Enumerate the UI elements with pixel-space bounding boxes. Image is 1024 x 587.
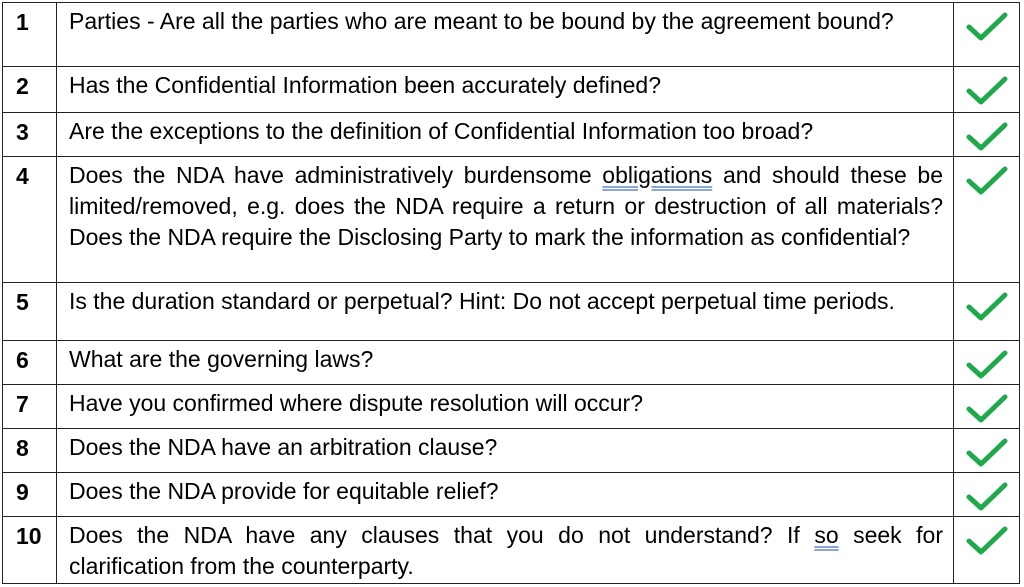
row-number: 1 — [3, 3, 57, 67]
row-question — [57, 283, 954, 341]
question-text: Parties - Are all the parties who are meant to be bound by the agreement bound? — [69, 8, 894, 34]
row-question — [57, 473, 954, 517]
checklist-row — [3, 283, 1020, 341]
checklist-row — [3, 473, 1020, 517]
checklist-row — [3, 157, 1020, 283]
row-question — [57, 385, 954, 429]
checklist-row — [3, 3, 1020, 67]
row-question — [57, 113, 954, 157]
checklist-row — [3, 429, 1020, 473]
row-question — [57, 3, 954, 67]
question-text: What are the governing laws? — [69, 346, 374, 372]
row-number: 5 — [3, 283, 57, 341]
checkmark-icon — [965, 437, 1009, 469]
question-text-underlined: so — [814, 522, 839, 548]
row-number: 3 — [3, 113, 57, 157]
question-text: Does the NDA have any clauses that you do not understand? If — [69, 522, 815, 548]
row-number: 7 — [3, 385, 57, 429]
checklist-row — [3, 341, 1020, 385]
checkmark-icon — [965, 291, 1009, 323]
checkmark-icon — [965, 349, 1009, 381]
checkmark-icon — [965, 75, 1009, 107]
row-check-cell — [954, 113, 1020, 157]
checkmark-icon — [965, 525, 1009, 557]
checkmark-icon — [965, 11, 1009, 43]
nda-checklist-table — [2, 2, 1020, 584]
checklist-row — [3, 67, 1020, 113]
question-text: Have you confirmed where dispute resolution will occur? — [69, 390, 644, 416]
question-text: Does the NDA have an arbitration clause? — [69, 434, 498, 460]
question-text: Has the Confidential Information been accurately defined? — [69, 72, 661, 98]
row-check-cell — [954, 429, 1020, 473]
checklist-row — [3, 113, 1020, 157]
row-number: 6 — [3, 341, 57, 385]
row-check-cell — [954, 517, 1020, 584]
row-question — [57, 341, 954, 385]
row-number: 4 — [3, 157, 57, 283]
question-text: Does the NDA have administratively burdensome — [69, 162, 603, 188]
row-check-cell — [954, 3, 1020, 67]
row-check-cell — [954, 157, 1020, 283]
checklist-body — [3, 3, 1020, 584]
row-check-cell — [954, 341, 1020, 385]
question-text-underlined: obligations — [602, 162, 713, 188]
question-text: Is the duration standard or perpetual? Hint: Do not accept perpetual time periods. — [69, 288, 895, 314]
question-text-continued: seek for clarification from the counterparty. — [69, 522, 943, 579]
row-question — [57, 157, 954, 283]
row-number: 10 — [3, 517, 57, 584]
row-check-cell — [954, 473, 1020, 517]
row-check-cell — [954, 283, 1020, 341]
checkmark-icon — [965, 393, 1009, 425]
question-text: Are the exceptions to the definition of Confidential Information too broad? — [69, 118, 814, 144]
question-text-continued: and should these be limited/removed, e.g. does the NDA require a return or destruction of all materials? Does the NDA require the Disclosing Party to mark the information as confidential? — [69, 162, 943, 250]
row-question — [57, 429, 954, 473]
checkmark-icon — [965, 121, 1009, 153]
row-number: 9 — [3, 473, 57, 517]
row-number: 8 — [3, 429, 57, 473]
row-check-cell — [954, 67, 1020, 113]
row-number: 2 — [3, 67, 57, 113]
row-question — [57, 517, 954, 584]
checklist-row — [3, 517, 1020, 584]
checklist-row — [3, 385, 1020, 429]
question-text: Does the NDA provide for equitable relief? — [69, 478, 499, 504]
checkmark-icon — [965, 165, 1009, 197]
checkmark-icon — [965, 481, 1009, 513]
row-question — [57, 67, 954, 113]
row-check-cell — [954, 385, 1020, 429]
